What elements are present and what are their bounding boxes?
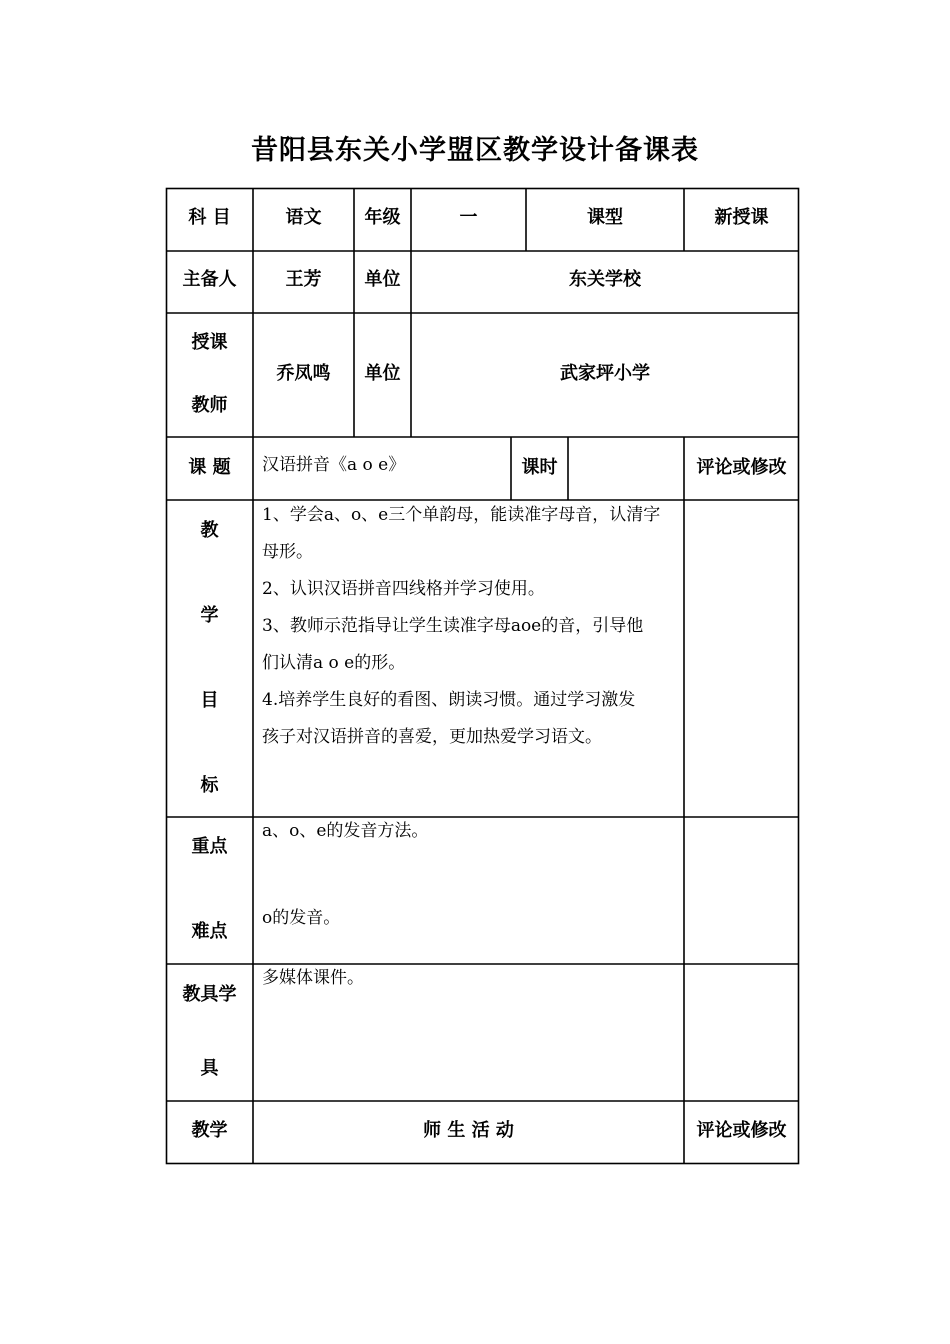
objective-line: 1、学会a、o、e三个单韵母，能读准字母音，认清字 <box>262 505 661 525</box>
teacher-label-line2: 教师 <box>191 395 228 416</box>
hours-value <box>568 437 684 494</box>
comment-label-footer: 评论或修改 <box>696 1119 787 1141</box>
teacher-value: 乔凤鸣 <box>276 363 331 384</box>
objectives-label-char: 教 <box>200 520 219 541</box>
preparer-value: 王芳 <box>285 269 322 290</box>
hours-label: 课时 <box>521 456 558 478</box>
objective-line: 孩子对汉语拼音的喜爱，更加热爱学习语文。 <box>262 727 602 747</box>
objective-line: 3、教师示范指导让学生读准字母aoe的音，引导他 <box>262 616 644 636</box>
topic-value: 汉语拼音《a o e》 <box>262 455 406 475</box>
subject-label: 科 目 <box>188 206 231 228</box>
teaching-label: 教学 <box>191 1119 228 1141</box>
topic-label: 课 题 <box>188 456 231 478</box>
objective-line: 们认清a o e的形。 <box>262 653 406 673</box>
teacher-unit-label: 单位 <box>364 363 401 384</box>
preparer-unit-label: 单位 <box>364 269 401 290</box>
objective-line: 2、认识汉语拼音四线格并学习使用。 <box>262 579 545 599</box>
teacher-label-line1: 授课 <box>191 332 228 353</box>
objectives-label-char: 学 <box>200 605 219 626</box>
difficult-point-label: 难点 <box>191 921 228 942</box>
grade-value: 一 <box>459 206 478 228</box>
tools-value: 多媒体课件。 <box>262 968 364 988</box>
activity-label: 师 生 活 动 <box>423 1119 514 1141</box>
difficult-point-value: o的发音。 <box>262 908 341 928</box>
page-title: 昔阳县东关小学盟区教学设计备课表 <box>251 135 699 166</box>
objective-line: 4.培养学生良好的看图、朗读习惯。通过学习激发 <box>262 690 636 710</box>
objectives-label-char: 标 <box>200 775 219 796</box>
grade-label: 年级 <box>364 206 401 228</box>
comment-label-header: 评论或修改 <box>696 456 787 478</box>
objective-line: 母形。 <box>262 542 313 562</box>
subject-value: 语文 <box>285 206 322 228</box>
teacher-unit-value: 武家坪小学 <box>560 363 650 384</box>
preparer-unit-value: 东关学校 <box>569 269 641 290</box>
lesson-type-label: 课型 <box>587 206 623 228</box>
key-point-value: a、o、e的发音方法。 <box>262 821 429 841</box>
objectives-label-char: 目 <box>200 690 219 711</box>
tools-label-line2: 具 <box>200 1058 219 1079</box>
key-point-label: 重点 <box>191 836 228 857</box>
preparer-label: 主备人 <box>182 269 237 290</box>
lesson-type-value: 新授课 <box>714 206 769 228</box>
tools-label-line1: 教具学 <box>182 984 237 1005</box>
